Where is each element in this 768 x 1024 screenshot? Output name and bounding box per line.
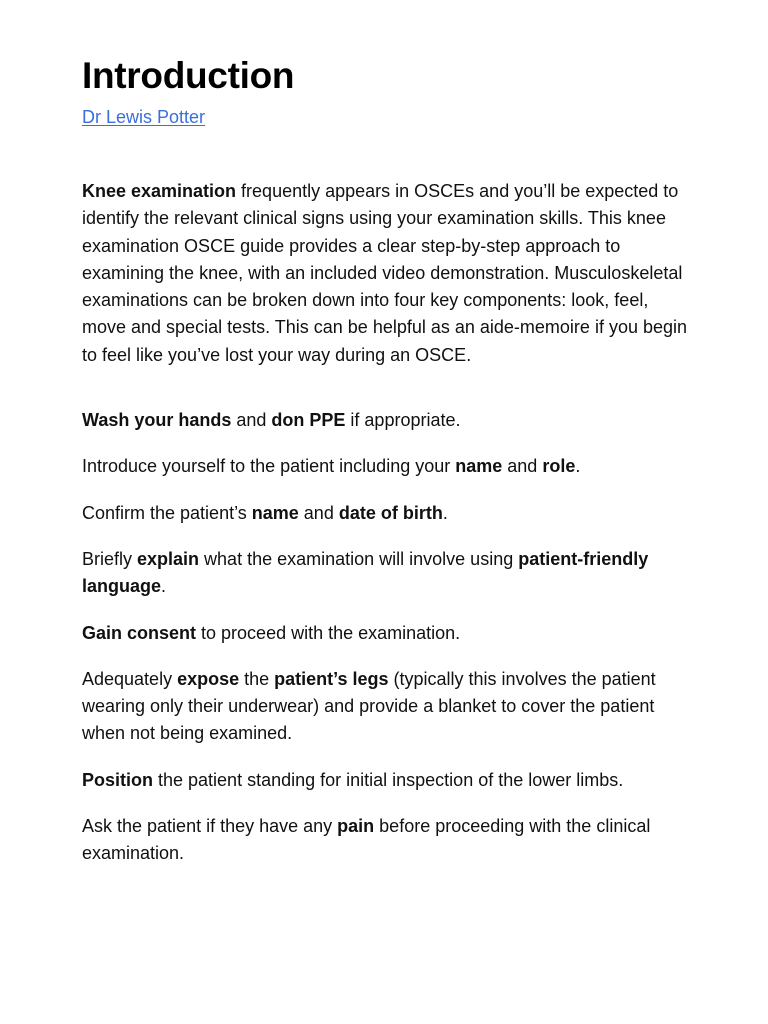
text-run: Briefly [82, 548, 138, 569]
bold-text: patient-friendly language [82, 548, 649, 597]
text-run: the patient standing for initial inspection of the lower limbs. [153, 769, 624, 790]
bold-text: Gain consent [82, 622, 197, 643]
text-run: Adequately [82, 668, 178, 689]
bold-text: patient’s legs [274, 668, 389, 689]
step-paragraph [82, 620, 694, 647]
text-run: and [298, 502, 339, 523]
bold-text: explain [137, 548, 200, 569]
bold-text: Wash your hands [82, 410, 232, 431]
author-link[interactable]: Dr Lewis Potter [82, 107, 206, 127]
step-paragraph [82, 767, 694, 794]
text-run: the [239, 668, 275, 689]
page-title: Introduction [82, 55, 295, 96]
text-run: Introduce yourself to the patient including your [82, 456, 456, 477]
bold-text: don PPE [271, 410, 346, 431]
bold-text: Position [82, 769, 153, 790]
step-paragraph [82, 407, 694, 434]
step-paragraph [82, 813, 694, 868]
bold-text: role [542, 456, 576, 477]
bold-text: pain [337, 816, 375, 837]
bold-text: name [251, 502, 299, 523]
text-run: what the examination will involve using [199, 548, 519, 569]
bold-text: name [455, 456, 503, 477]
text-run: . [161, 576, 167, 597]
text-run: . [575, 456, 581, 477]
intro-paragraph [82, 178, 694, 369]
text-run: and [231, 410, 272, 431]
bold-text: expose [177, 668, 240, 689]
step-paragraph [82, 453, 694, 480]
step-paragraph [82, 546, 694, 601]
step-paragraph [82, 500, 694, 527]
article [82, 52, 694, 887]
text-run: before proceeding with the clinical examination. [82, 816, 651, 864]
text-run: (typically this involves the patient wearing only their underwear) and provide a blanket to cover the patient when not being examined. [82, 668, 656, 744]
text-run: and [502, 456, 543, 477]
bold-text: date of birth [338, 502, 443, 523]
bold-text: Knee examination [82, 181, 237, 201]
steps-list [82, 407, 694, 868]
text-run: . [442, 502, 448, 523]
text-run: Confirm the patient’s [82, 502, 252, 523]
text-run: to proceed with the examination. [196, 622, 461, 643]
step-paragraph [82, 666, 694, 748]
text-run: Ask the patient if they have any [82, 816, 338, 837]
text-run: if appropriate. [345, 410, 461, 431]
text-run: frequently appears in OSCEs and you’ll be expected to identify the relevant clinical signs using your examination skills. This knee examination OSCE guide provides a clear step-by-step approach to examining the knee, with an included video demonstration. Musculoskeletal examinations can be broken down into four key components: look, feel, move and special tests. This can be helpful as an aide-memoire if you begin to feel like you’ve lost your way during an OSCE. [82, 181, 688, 365]
